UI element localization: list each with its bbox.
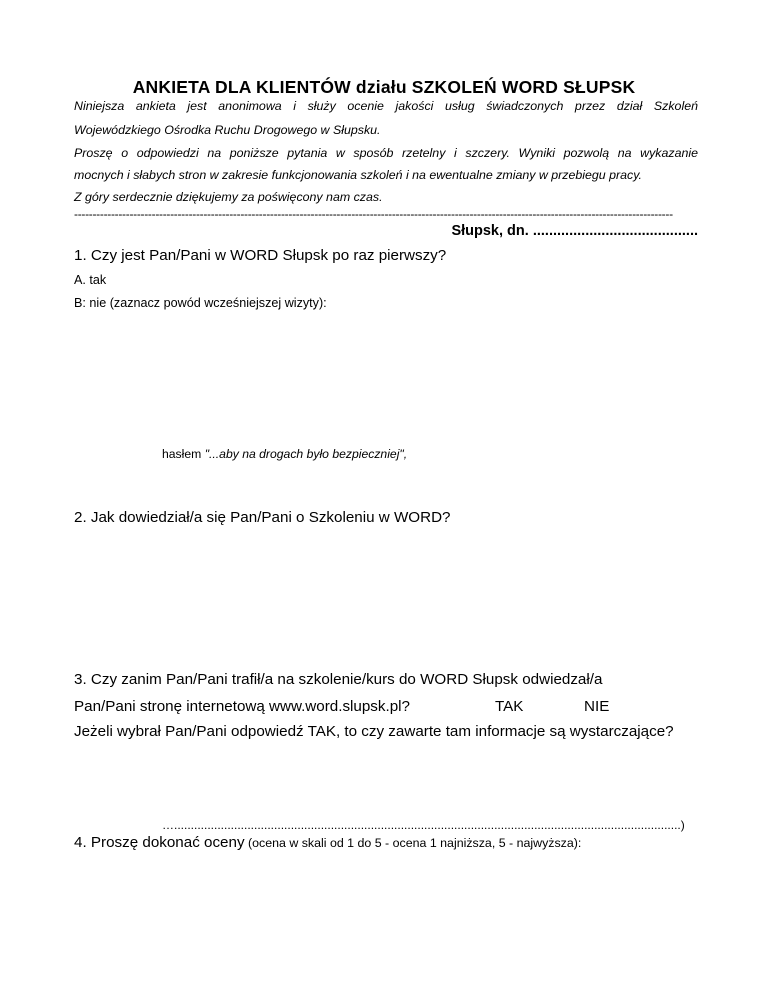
- festival-slogan: "...aby na drogach było bezpieczniej",: [204, 447, 408, 461]
- q3-answer-tak[interactable]: TAK: [495, 698, 524, 715]
- q1-item-continuation: [162, 447, 407, 461]
- q1-option-b[interactable]: B: nie (zaznacz powód wcześniejszej wizyty):: [74, 296, 327, 310]
- q1-option-a[interactable]: A. tak: [74, 273, 107, 287]
- question-3-line-2: Pan/Pani stronę internetową www.word.slupsk.pl?: [74, 698, 410, 715]
- continuation-prefix: hasłem: [162, 447, 205, 461]
- question-3-line-1: 3. Czy zanim Pan/Pani trafił/a na szkolenie/kurs do WORD Słupsk odwiedzał/a: [74, 671, 603, 688]
- intro-line-3: Proszę o odpowiedzi na poniższe pytania w sposób rzetelny i szczery. Wyniki pozwolą na wykazanie: [74, 146, 698, 160]
- intro-line-5: Z góry serdecznie dziękujemy za poświęcony nam czas.: [74, 190, 383, 204]
- q3-missing-info-field[interactable]: …........................................................................................................................................................): [162, 818, 685, 832]
- date-line: Słupsk, dn. .........................................: [451, 223, 698, 239]
- question-4-main: 4. Proszę dokonać oceny: [74, 834, 245, 851]
- survey-title: ANKIETA DLA KLIENTÓW działu SZKOLEŃ WORD SŁUPSK: [132, 77, 636, 97]
- question-2: 2. Jak dowiedział/a się Pan/Pani o Szkoleniu w WORD?: [74, 509, 451, 526]
- separator-line: ------------------------------------------------------------------------------------------------------------------------------------------------------------------: [74, 207, 673, 221]
- question-1: 1. Czy jest Pan/Pani w WORD Słupsk po raz pierwszy?: [74, 247, 447, 264]
- intro-line-1: Niniejsza ankieta jest anonimowa i służy ocenie jakości usług świadczonych przez dział Szkoleń: [74, 99, 698, 113]
- question-4-scale-note: (ocena w skali od 1 do 5 - ocena 1 najniższa, 5 - najwyższa):: [244, 836, 582, 850]
- intro-line-2: Wojewódzkiego Ośrodka Ruchu Drogowego w Słupsku.: [74, 123, 381, 137]
- q3-answer-nie[interactable]: NIE: [584, 698, 610, 715]
- question-4: [74, 834, 581, 851]
- intro-line-4: mocnych i słabych stron w zakresie funkcjonowania szkoleń i na ewentualne zmiany w przebiegu pracy.: [74, 168, 642, 182]
- question-3-followup: Jeżeli wybrał Pan/Pani odpowiedź TAK, to czy zawarte tam informacje są wystarczające?: [74, 723, 674, 740]
